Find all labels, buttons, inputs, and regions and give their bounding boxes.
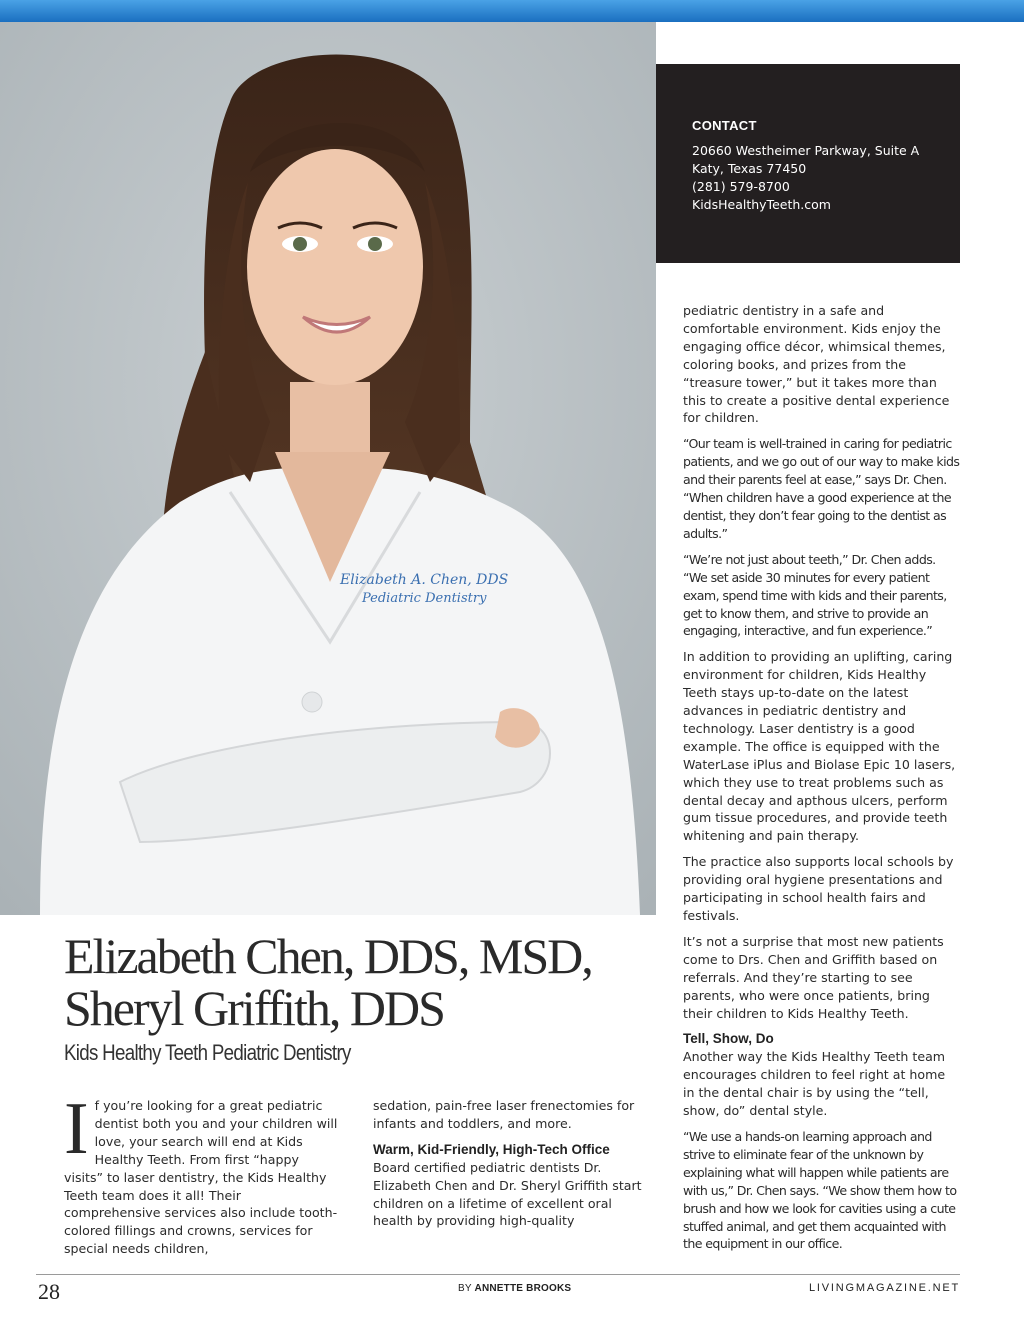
page-number: 28 <box>38 1279 60 1304</box>
contact-box <box>656 64 960 263</box>
article-title <box>64 930 664 1034</box>
contact-city: Katy, Texas 77450 <box>692 161 807 176</box>
right-column <box>683 302 960 1261</box>
paragraph: Board certified pediatric dentists Dr. Elizabeth Chen and Dr. Sheryl Griffith start children on a lifetime of excellent oral health by providing high-quality <box>373 1159 642 1229</box>
portrait-photo <box>0 22 656 915</box>
paragraph: f you’re looking for a great pediatric dentist both you and your children will love, your search will end at Kids Healthy Teeth. From first “happy visits” to laser dentistry, the Kids Healthy Teeth team does it all! Their comprehensive services also include tooth-colored fillings and crowns, services for special needs children, <box>64 1098 338 1257</box>
paragraph: sedation, pain-free laser frenectomies for infants and toddlers, and more. <box>373 1098 635 1131</box>
title-line-2: Sheryl Griffith, DDS <box>64 980 444 1036</box>
byline <box>458 1283 571 1294</box>
paragraph: pediatric dentistry in a safe and comfortable environment. Kids enjoy the engaging office décor, whimsical themes, coloring books, and prizes from the “treasure tower,” but it takes more than this to create a positive dental experience for children. <box>683 303 950 426</box>
paragraph: “We use a hands-on learning approach and strive to eliminate fear of the unknown by explaining what will happen while patients are with us,” Dr. Chen says. “We show them how to brush and how we look for cavities using a cute stuffed animal, and get them acquainted with the equipment in our office. <box>683 1128 957 1252</box>
body-column-1 <box>64 1088 340 1258</box>
subheading-warm-office: Warm, Kid-Friendly, High-Tech Office <box>373 1141 610 1157</box>
embroidery-practice: Pediatric Dentistry <box>362 591 487 606</box>
footer-rule <box>36 1274 960 1275</box>
paragraph: “Our team is well-trained in caring for pediatric patients, and we go out of our way to make kids and their parents feel at ease,” says Dr. Chen. “When children have a good experience at the dentist, they don’t fear going to the dentist as adults.” <box>683 436 960 541</box>
site-url: LIVINGMAGAZINE.NET <box>809 1282 960 1294</box>
drop-cap: I <box>64 1088 89 1170</box>
title-line-1: Elizabeth Chen, DDS, MSD, <box>64 928 592 984</box>
body-column-2 <box>373 1097 653 1238</box>
paragraph: “We’re not just about teeth,” Dr. Chen adds. “We set aside 30 minutes for every patient exam, spend time with kids and their parents, get to know them, and strive to provide an engaging, interactive, and fun experience.” <box>683 551 947 639</box>
contact-website: KidsHealthyTeeth.com <box>692 197 831 212</box>
contact-heading: CONTACT <box>692 118 757 133</box>
article-subtitle: Kids Healthy Teeth Pediatric Dentistry <box>64 1040 351 1065</box>
contact-address: 20660 Westheimer Parkway, Suite A <box>692 143 920 158</box>
embroidery-name: Elizabeth A. Chen, DDS <box>340 572 509 588</box>
paragraph: It’s not a surprise that most new patients come to Drs. Chen and Griffith based on referrals. And they’re starting to see parents, who were once patients, bring their children to Kids Healthy Teeth. <box>683 933 944 1021</box>
paragraph: In addition to providing an uplifting, caring environment for children, Kids Healthy Teeth stays up-to-date on the latest advances in pediatric dentistry and technology. Laser dentistry is a good example. The office is equipped with the WaterLase iPlus and Biolase Epic 10 lasers, which they use to treat problems such as dental decay and apthous ulcers, perform gum tissue procedures, and provide teeth whitening and pain therapy. <box>683 649 956 844</box>
portrait-illustration <box>0 22 656 915</box>
top-color-bar <box>0 0 1024 22</box>
author-name: ANNETTE BROOKS <box>474 1283 572 1294</box>
paragraph: The practice also supports local schools by providing oral hygiene presentations and participating in school health fairs and festivals. <box>683 854 954 923</box>
subheading-tell-show-do: Tell, Show, Do <box>683 1031 774 1047</box>
paragraph: Another way the Kids Healthy Teeth team encourages children to feel right at home in the dental chair is by using the “tell, show, do” dental style. <box>683 1049 946 1119</box>
contact-phone: (281) 579-8700 <box>692 179 790 194</box>
byline-prefix: BY <box>458 1283 472 1294</box>
